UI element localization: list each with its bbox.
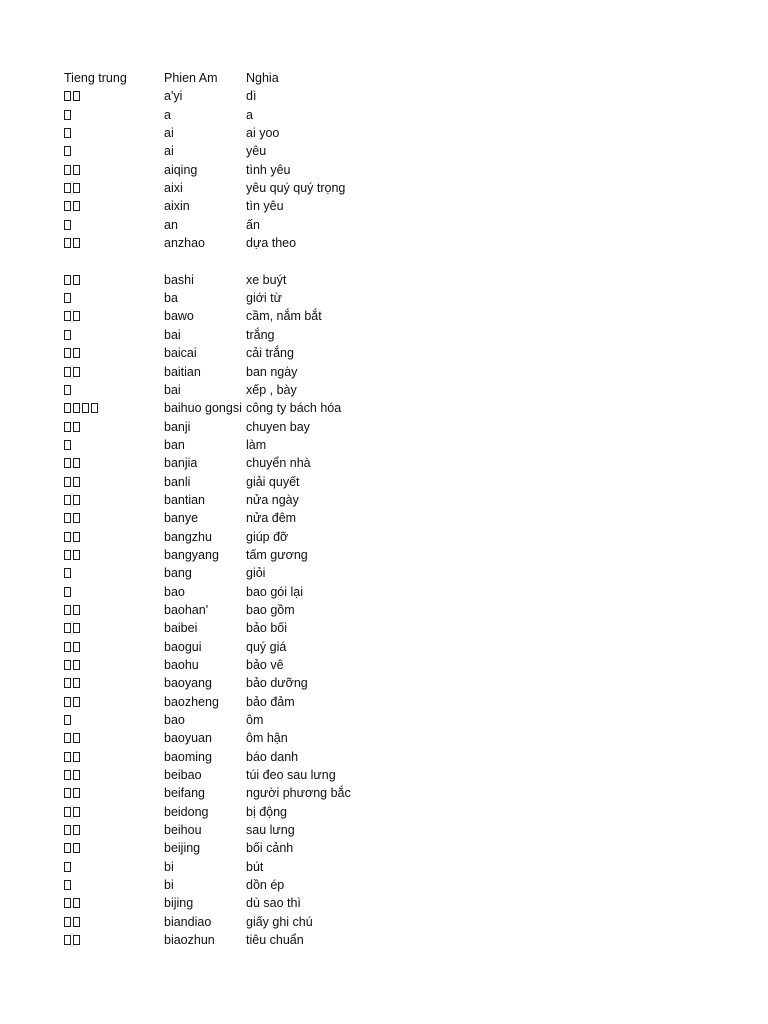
missing-glyph-box [64,183,71,193]
missing-glyph-box [64,825,71,835]
table-row [64,326,744,344]
missing-glyph-box [73,513,80,523]
pinyin-cell: biaozhun [164,933,215,948]
table-row [64,344,744,362]
table-row [64,766,744,784]
table-row [64,307,744,325]
missing-glyph-box [64,605,71,615]
meaning-cell: báo danh [246,749,299,764]
chinese-chars-cell [64,711,73,729]
pinyin-cell: anzhao [164,236,206,251]
meaning-cell: tiêu chuẩn [246,933,304,948]
pinyin-cell: ai [164,126,174,141]
missing-glyph-box [64,733,71,743]
chinese-chars-cell [64,876,73,894]
pinyin-cell: bai [164,382,181,397]
missing-glyph-box [64,935,71,945]
missing-glyph-box [64,715,71,725]
missing-glyph-box [73,422,80,432]
missing-glyph-box [64,532,71,542]
meaning-cell: quý giá [246,639,287,654]
header-tieng-trung: Tieng trung [64,71,127,85]
missing-glyph-box [64,477,71,487]
missing-glyph-box [73,311,80,321]
chinese-chars-cell [64,913,82,931]
meaning-cell: người phương bắc [246,786,351,801]
table-row [64,821,744,839]
meaning-cell: bảo đảm [246,694,295,709]
pinyin-cell: an [164,217,178,232]
table-row [64,931,744,949]
missing-glyph-box [64,440,71,450]
chinese-chars-cell [64,821,82,839]
meaning-cell: cầm, nắm bắt [246,309,322,324]
meaning-cell: làm [246,437,267,452]
missing-glyph-box [73,678,80,688]
table-row [64,619,744,637]
missing-glyph-box [73,825,80,835]
meaning-cell: giỏi [246,566,266,581]
pinyin-cell: beijing [164,841,201,856]
pinyin-cell: baitian [164,364,201,379]
missing-glyph-box [64,367,71,377]
chinese-chars-cell [64,858,73,876]
missing-glyph-box [73,550,80,560]
meaning-cell: cải trắng [246,346,294,361]
meaning-cell: túi đeo sau lưng [246,768,336,783]
table-row [64,509,744,527]
pinyin-cell: ai [164,144,174,159]
table-row [64,161,744,179]
chinese-chars-cell [64,381,73,399]
table-row [64,252,744,270]
chinese-chars-cell [64,601,82,619]
pinyin-cell: bi [164,859,174,874]
chinese-chars-cell [64,528,82,546]
table-row [64,546,744,564]
vocabulary-table [64,69,744,950]
missing-glyph-box [64,880,71,890]
missing-glyph-box [64,146,71,156]
chinese-chars-cell [64,179,82,197]
pinyin-cell: a [164,107,171,122]
meaning-cell: xe buýt [246,272,287,287]
table-row [64,729,744,747]
table-row [64,271,744,289]
chinese-chars-cell [64,509,82,527]
chinese-chars-cell [64,473,82,491]
missing-glyph-box [73,238,80,248]
meaning-cell: bị động [246,804,288,819]
pinyin-cell: bawo [164,309,194,324]
chinese-chars-cell [64,583,73,601]
missing-glyph-box [64,238,71,248]
missing-glyph-box [64,568,71,578]
missing-glyph-box [73,91,80,101]
chinese-chars-cell [64,546,82,564]
pinyin-cell: beihou [164,823,202,838]
chinese-chars-cell [64,363,82,381]
meaning-cell: bối cảnh [246,841,294,856]
pinyin-cell: baohu [164,658,199,672]
pinyin-cell: beidong [164,804,209,819]
meaning-cell: công ty bách hóa [246,401,342,416]
pinyin-cell: aixi [164,181,183,196]
pinyin-cell: baibei [164,621,198,636]
missing-glyph-box [73,605,80,615]
meaning-cell: yêu [246,144,267,159]
missing-glyph-box [64,275,71,285]
missing-glyph-box [73,807,80,817]
table-row [64,363,744,381]
missing-glyph-box [73,165,80,175]
meaning-cell: nửa ngày [246,492,299,507]
chinese-chars-cell [64,674,82,692]
missing-glyph-box [64,678,71,688]
missing-glyph-box [64,898,71,908]
meaning-cell: giới từ [246,291,283,306]
meaning-cell: tình yêu [246,162,291,177]
table-row [64,289,744,307]
table-row [64,87,744,105]
meaning-cell: bút [246,859,264,874]
meaning-cell: giải quyết [246,474,300,489]
table-row [64,839,744,857]
table-row [64,106,744,124]
missing-glyph-box [73,642,80,652]
chinese-chars-cell [64,766,82,784]
missing-glyph-box [73,201,80,211]
chinese-chars-cell [64,638,82,656]
chinese-chars-cell [64,748,82,766]
meaning-cell: bảo bối [246,621,288,636]
missing-glyph-box [64,495,71,505]
pinyin-cell: beibao [164,768,202,783]
missing-glyph-box [73,935,80,945]
table-row [64,142,744,160]
meaning-cell: dồn ép [246,878,285,893]
chinese-chars-cell [64,931,82,949]
missing-glyph-box [64,385,71,395]
pinyin-cell: baohan' [164,602,209,617]
meaning-cell: yêu quý quý trọng [246,181,346,196]
missing-glyph-box [64,642,71,652]
chinese-chars-cell [64,307,82,325]
missing-glyph-box [64,752,71,762]
meaning-cell: chuyen bay [246,419,310,434]
pinyin-cell: bi [164,878,174,893]
chinese-chars-cell [64,564,73,582]
missing-glyph-box [73,843,80,853]
meaning-cell: tìn yêu [246,199,284,214]
chinese-chars-cell [64,656,82,674]
pinyin-cell: bantian [164,492,206,507]
missing-glyph-box [73,752,80,762]
table-row [64,216,744,234]
pinyin-cell: banli [164,474,191,489]
meaning-cell: chuyển nhà [246,456,311,471]
table-row [64,876,744,894]
missing-glyph-box [64,458,71,468]
missing-glyph-box [73,183,80,193]
missing-glyph-box [64,311,71,321]
missing-glyph-box [64,293,71,303]
chinese-chars-cell [64,142,73,160]
chinese-chars-cell [64,326,73,344]
chinese-chars-cell [64,289,73,307]
meaning-cell: ai yoo [246,126,280,141]
table-row [64,803,744,821]
missing-glyph-box [64,330,71,340]
pinyin-cell: a'yi [164,89,183,104]
missing-glyph-box [64,843,71,853]
table-row [64,528,744,546]
pinyin-cell: baoyang [164,676,212,691]
pinyin-cell: bashi [164,272,194,287]
missing-glyph-box [73,495,80,505]
meaning-cell: giấy ghi chú [246,914,313,929]
meaning-cell: tấm gương [246,547,308,562]
meaning-cell: nửa đêm [246,511,297,526]
header-nghia: Nghia [246,71,279,85]
chinese-chars-cell [64,399,100,417]
chinese-chars-cell [64,619,82,637]
meaning-cell: bảo dưỡng [246,676,308,691]
meaning-cell: giúp đỡ [246,529,289,544]
missing-glyph-box [73,623,80,633]
missing-glyph-box [64,770,71,780]
table-row [64,124,744,142]
meaning-cell: xếp , bày [246,382,297,397]
missing-glyph-box [73,697,80,707]
meaning-cell: a [246,107,253,122]
table-row [64,674,744,692]
table-row [64,491,744,509]
chinese-chars-cell [64,729,82,747]
table-row [64,693,744,711]
chinese-chars-cell [64,124,73,142]
missing-glyph-box [73,532,80,542]
chinese-chars-cell [64,436,73,454]
table-row [64,197,744,215]
table-row [64,583,744,601]
table-row [64,711,744,729]
table-row [64,638,744,656]
missing-glyph-box [64,587,71,597]
meaning-cell: ấn [246,217,260,232]
chinese-chars-cell [64,491,82,509]
chinese-chars-cell [64,418,82,436]
table-row [64,894,744,912]
missing-glyph-box [73,898,80,908]
pinyin-cell: bijing [164,896,194,911]
pinyin-cell: baihuo gongsi [164,401,242,416]
pinyin-cell: aiqing [164,162,198,177]
missing-glyph-box [73,917,80,927]
table-row [64,784,744,802]
meaning-cell: dù sao thì [246,896,301,911]
table-row [64,418,744,436]
table-row [64,748,744,766]
chinese-chars-cell [64,693,82,711]
missing-glyph-box [64,91,71,101]
table-row [64,436,744,454]
pinyin-cell: bao [164,713,185,728]
missing-glyph-box [64,513,71,523]
pinyin-cell: ba [164,291,178,306]
pinyin-cell: biandiao [164,914,212,929]
pinyin-cell: ban [164,437,185,452]
meaning-cell: ôm [246,713,264,728]
pinyin-cell: baozheng [164,694,219,709]
missing-glyph-box [64,788,71,798]
meaning-cell: sau lưng [246,823,295,838]
pinyin-cell: banjia [164,456,198,471]
table-header-row [64,69,744,87]
table-row [64,399,744,417]
missing-glyph-box [64,917,71,927]
table-row [64,381,744,399]
missing-glyph-box [64,422,71,432]
table-row [64,473,744,491]
chinese-chars-cell [64,234,82,252]
chinese-chars-cell [64,894,82,912]
meaning-cell: ôm hận [246,731,288,746]
meaning-cell: bao gồm [246,602,295,617]
table-row [64,858,744,876]
pinyin-cell: aixin [164,199,190,214]
pinyin-cell: bai [164,327,181,342]
missing-glyph-box [64,220,71,230]
missing-glyph-box [73,403,80,413]
missing-glyph-box [64,201,71,211]
missing-glyph-box [73,788,80,798]
chinese-chars-cell [64,161,82,179]
pinyin-cell: baicai [164,346,197,361]
pinyin-cell: beifang [164,786,206,801]
table-row [64,179,744,197]
chinese-chars-cell [64,271,82,289]
missing-glyph-box [64,550,71,560]
pinyin-cell: bang [164,566,192,581]
pinyin-cell: bangyang [164,547,219,562]
table-row [64,656,744,674]
missing-glyph-box [64,128,71,138]
missing-glyph-box [64,623,71,633]
missing-glyph-box [73,733,80,743]
chinese-chars-cell [64,803,82,821]
meaning-cell: dựa theo [246,236,297,251]
header-phien-am: Phien Am [164,71,218,85]
chinese-chars-cell [64,839,82,857]
missing-glyph-box [73,477,80,487]
missing-glyph-box [64,110,71,120]
chinese-chars-cell [64,197,82,215]
chinese-chars-cell [64,87,82,105]
table-row [64,564,744,582]
meaning-cell: bao gói lại [246,584,303,599]
missing-glyph-box [73,348,80,358]
missing-glyph-box [64,807,71,817]
missing-glyph-box [64,403,71,413]
missing-glyph-box [73,660,80,670]
pinyin-cell: baogui [164,639,202,654]
missing-glyph-box [64,348,71,358]
meaning-cell: dì [246,89,257,104]
chinese-chars-cell [64,106,73,124]
table-body [64,87,744,949]
chinese-chars-cell [64,454,82,472]
missing-glyph-box [73,275,80,285]
meaning-cell: trắng [246,327,275,342]
meaning-cell: bảo vê [246,658,284,672]
missing-glyph-box [91,403,98,413]
missing-glyph-box [73,367,80,377]
missing-glyph-box [73,770,80,780]
missing-glyph-box [64,165,71,175]
table-row [64,234,744,252]
chinese-chars-cell [64,216,73,234]
pinyin-cell: bangzhu [164,529,212,544]
pinyin-cell: baoming [164,749,212,764]
table-row [64,601,744,619]
missing-glyph-box [64,697,71,707]
table-row [64,913,744,931]
missing-glyph-box [64,862,71,872]
missing-glyph-box [82,403,89,413]
missing-glyph-box [73,458,80,468]
pinyin-cell: banye [164,511,199,526]
chinese-chars-cell [64,784,82,802]
chinese-chars-cell [64,344,82,362]
missing-glyph-box [64,660,71,670]
pinyin-cell: baoyuan [164,731,212,746]
table-row [64,454,744,472]
pinyin-cell: banji [164,419,191,434]
meaning-cell: ban ngày [246,364,298,379]
pinyin-cell: bao [164,584,185,599]
